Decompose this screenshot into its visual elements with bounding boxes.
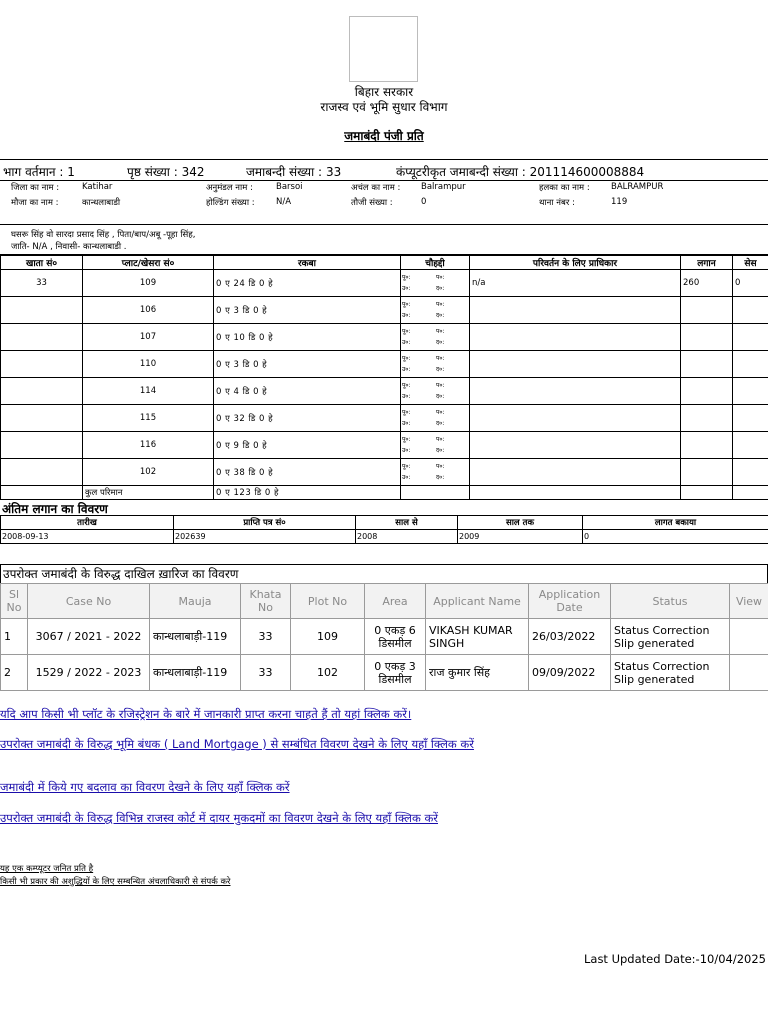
chauhaddi-direction-label: द०: <box>436 420 445 427</box>
thana-label: थाना नंबर : <box>539 198 575 208</box>
khata-number <box>1 351 83 378</box>
chauhaddi-direction-label: उ०: <box>402 366 411 373</box>
rakba-value: 0 ए 3 डि 0 हे <box>214 297 401 324</box>
sl-no: 2 <box>1 655 28 691</box>
col-khata-header: खाता सं० <box>1 256 83 270</box>
jamabandi-number-summary: जमाबन्दी संख्या : 33 <box>246 165 342 179</box>
land-mortgage-link[interactable]: उपरोक्त जमाबंदी के विरुद्ध भूमि बंधक ( Land Mortgage ) से सम्बंधित विवरण देखने के लिए यहाँ क्लिक करें <box>0 737 474 751</box>
computer-generated-note: यह एक कम्प्यूटर जनित प्रति है <box>0 864 94 874</box>
plot-number: 102 <box>291 655 365 691</box>
chauhaddi-cell <box>401 270 470 297</box>
col-slno-header: Sl No <box>1 584 28 619</box>
col-date-header: तारीख <box>1 516 174 530</box>
chauhaddi-direction-label: उ०: <box>402 393 411 400</box>
chauhaddi-direction-label: उ०: <box>402 420 411 427</box>
col-applicant-header: Applicant Name <box>426 584 529 619</box>
plot-number: 106 <box>83 297 214 324</box>
adhikar-value <box>470 459 681 486</box>
computerized-number-summary: कंप्यूटरीकृत जमाबन्दी संख्या : 201114600008884 <box>396 165 645 179</box>
document-title: जमाबंदी पंजी प्रति <box>344 129 424 143</box>
chauhaddi-direction-label: पू०: <box>402 436 411 443</box>
table-row <box>1 270 768 297</box>
lagan-value <box>681 432 733 459</box>
table-row <box>1 324 768 351</box>
col-caseno-header: Case No <box>28 584 150 619</box>
chauhaddi-direction-label: द०: <box>436 285 445 292</box>
chauhaddi-cell <box>401 378 470 405</box>
total-empty-cell <box>681 486 733 500</box>
lagan-section-title: अंतिम लगान का विवरण <box>2 502 108 516</box>
mauja-label: मौजा का नाम : <box>11 198 59 208</box>
chauhaddi-direction-label: उ०: <box>402 339 411 346</box>
table-row <box>1 351 768 378</box>
chauhaddi-cell <box>401 432 470 459</box>
dakhil-table-header <box>1 584 768 619</box>
chauhaddi-direction-label: द०: <box>436 339 445 346</box>
adhikar-value <box>470 432 681 459</box>
chauhaddi-direction-label: प०: <box>436 328 445 335</box>
district-label: जिला का नाम : <box>11 183 60 193</box>
total-row <box>1 486 768 500</box>
plot-number: 116 <box>83 432 214 459</box>
lagan-date: 2008-09-13 <box>1 530 174 544</box>
col-lagan-header: लगान <box>681 256 733 270</box>
chauhaddi-cell <box>401 324 470 351</box>
khata-number <box>1 297 83 324</box>
ses-value <box>733 459 768 486</box>
total-empty-cell <box>1 486 83 500</box>
chauhaddi-direction-label: प०: <box>436 301 445 308</box>
ses-value: 0 <box>733 270 768 297</box>
ses-value <box>733 351 768 378</box>
sl-no: 1 <box>1 619 28 655</box>
chauhaddi-direction-label: पू०: <box>402 274 411 281</box>
plot-number: 102 <box>83 459 214 486</box>
page-number-summary: पृष्ठ संख्या : 342 <box>127 165 205 179</box>
circle-value: Balrampur <box>421 182 466 192</box>
divider <box>0 180 768 181</box>
subdivision-label: अनुमंडल नाम : <box>206 183 253 193</box>
chauhaddi-direction-label: पू०: <box>402 463 411 470</box>
chauhaddi-direction-label: पू०: <box>402 355 411 362</box>
view-cell[interactable] <box>730 655 768 691</box>
case-number: 3067 / 2021 - 2022 <box>28 619 150 655</box>
lagan-receipt: 202639 <box>174 530 356 544</box>
col-mauja-header: Mauja <box>150 584 241 619</box>
col-plotno-header: Plot No <box>291 584 365 619</box>
chauhaddi-direction-label: द०: <box>436 366 445 373</box>
chauhaddi-direction-label: प०: <box>436 274 445 281</box>
chauhaddi-direction-label: पू०: <box>402 301 411 308</box>
halka-value: BALRAMPUR <box>611 182 664 192</box>
halka-label: हलका का नाम : <box>539 183 590 193</box>
chauhaddi-direction-label: द०: <box>436 312 445 319</box>
chauhaddi-direction-label: द०: <box>436 393 445 400</box>
lagan-table <box>0 515 768 544</box>
tauji-label: तौजी संख्या : <box>351 198 393 208</box>
status-value: Status Correction Slip generated <box>611 619 730 655</box>
total-label: कुल परिमान <box>83 486 214 500</box>
department-name: राजस्व एवं भूमि सुधार विभाग <box>320 100 448 114</box>
chauhaddi-direction-label: पू०: <box>402 409 411 416</box>
total-empty-cell <box>470 486 681 500</box>
khata-number <box>1 324 83 351</box>
ses-value <box>733 405 768 432</box>
application-date: 09/09/2022 <box>529 655 611 691</box>
divider <box>0 224 768 225</box>
chauhaddi-direction-label: पू०: <box>402 328 411 335</box>
court-cases-link[interactable]: उपरोक्त जमाबंदी के विरुद्ध विभिन्न राजस्व कोर्ट में दायर मुकदमों का विवरण देखने के लिए यहाँ क्लिक करें <box>0 811 438 825</box>
chauhaddi-direction-label: उ०: <box>402 285 411 292</box>
total-empty-cell <box>401 486 470 500</box>
chauhaddi-direction-label: प०: <box>436 382 445 389</box>
total-rakba: 0 ए 123 डि 0 हे <box>214 486 401 500</box>
total-empty-cell <box>733 486 768 500</box>
table-row <box>1 378 768 405</box>
rakba-value: 0 ए 4 डि 0 हे <box>214 378 401 405</box>
col-view-header: View <box>730 584 768 619</box>
khata-number <box>1 459 83 486</box>
owner-line-2: जाति- N/A , निवासी- कान्धलाबाडी . <box>11 242 127 252</box>
applicant-name: VIKASH KUMAR SINGH <box>426 619 529 655</box>
col-status-header: Status <box>611 584 730 619</box>
chauhaddi-direction-label: द०: <box>436 474 445 481</box>
mauja-name: कान्धलाबाड़ी-119 <box>150 619 241 655</box>
govt-emblem <box>349 16 418 82</box>
lagan-year-to: 2009 <box>458 530 583 544</box>
lagan-value <box>681 351 733 378</box>
ses-value <box>733 324 768 351</box>
lagan-table-header <box>1 516 768 530</box>
contact-note: किसी भी प्रकार की अशुद्धियों के लिए सम्बन्धित अंचलाधिकारी से संपर्क करे <box>0 877 231 887</box>
col-rakba-header: रकबा <box>214 256 401 270</box>
chauhaddi-direction-label: उ०: <box>402 474 411 481</box>
chauhaddi-direction-label: प०: <box>436 409 445 416</box>
rakba-value: 0 ए 3 डि 0 हे <box>214 351 401 378</box>
table-row <box>1 530 768 544</box>
registration-info-link[interactable]: यदि आप किसी भी प्लॉट के रजिस्ट्रेशन के बारे में जानकारी प्राप्त करना चाहते हैं तो यहां क्लिक करें। <box>0 707 412 721</box>
dakhil-section-title: उपरोक्त जमाबंदी के विरुद्ध दाखिल ख़ारिज का विवरण <box>3 567 239 581</box>
adhikar-value <box>470 324 681 351</box>
chauhaddi-cell <box>401 351 470 378</box>
table-row <box>1 655 768 691</box>
khata-table <box>0 255 768 500</box>
mauja-value: कान्धलाबाडी <box>82 198 121 208</box>
col-dues-header: लागत बकाया <box>583 516 768 530</box>
chauhaddi-cell <box>401 297 470 324</box>
rakba-value: 0 ए 9 डि 0 हे <box>214 432 401 459</box>
chauhaddi-cell <box>401 459 470 486</box>
khata-number: 33 <box>241 655 291 691</box>
tauji-value: 0 <box>421 197 427 207</box>
thana-value: 119 <box>611 197 628 207</box>
owner-line-1: घसरू सिंह वो सारदा प्रसाद सिंह , पिता/बाप/अबू -पूहा सिंह, <box>11 230 196 240</box>
plot-number: 110 <box>83 351 214 378</box>
table-row <box>1 432 768 459</box>
chauhaddi-direction-label: प०: <box>436 355 445 362</box>
ses-value <box>733 297 768 324</box>
khata-number: 33 <box>241 619 291 655</box>
ses-value <box>733 378 768 405</box>
jamabandi-changes-link[interactable]: जमाबंदी में किये गए बदलाव का विवरण देखने के लिए यहाँ क्लिक करें <box>0 780 290 794</box>
table-row <box>1 297 768 324</box>
lagan-dues: 0 <box>583 530 768 544</box>
khata-number <box>1 432 83 459</box>
chauhaddi-direction-label: द०: <box>436 447 445 454</box>
plot-number: 109 <box>83 270 214 297</box>
rakba-value: 0 ए 24 डि 0 हे <box>214 270 401 297</box>
status-value: Status Correction Slip generated <box>611 655 730 691</box>
plot-number: 114 <box>83 378 214 405</box>
khata-number <box>1 378 83 405</box>
col-year-to-header: साल तक <box>458 516 583 530</box>
area-value: 0 एकड़ 6 डिसमील <box>365 619 426 655</box>
khata-number <box>1 405 83 432</box>
holding-value: N/A <box>276 197 292 207</box>
table-row <box>1 405 768 432</box>
last-updated-date: Last Updated Date:-10/04/2025 <box>583 952 766 966</box>
adhikar-value: n/a <box>470 270 681 297</box>
applicant-name: राज कुमार सिंह <box>426 655 529 691</box>
bhag-summary: भाग वर्तमान : 1 <box>3 165 75 179</box>
mauja-name: कान्धलाबाड़ी-119 <box>150 655 241 691</box>
plot-number: 107 <box>83 324 214 351</box>
case-number: 1529 / 2022 - 2023 <box>28 655 150 691</box>
chauhaddi-direction-label: प०: <box>436 463 445 470</box>
chauhaddi-direction-label: उ०: <box>402 447 411 454</box>
khata-number: 33 <box>1 270 83 297</box>
district-value: Katihar <box>82 182 113 192</box>
subdivision-value: Barsoi <box>276 182 303 192</box>
col-ses-header: सेस <box>733 256 768 270</box>
holding-label: होल्डिंग संख्या : <box>206 198 255 208</box>
adhikar-value <box>470 297 681 324</box>
area-value: 0 एकड़ 3 डिसमील <box>365 655 426 691</box>
khata-table-header <box>1 256 768 270</box>
col-area-header: Area <box>365 584 426 619</box>
chauhaddi-direction-label: उ०: <box>402 312 411 319</box>
col-khatano-header: Khata No <box>241 584 291 619</box>
col-appdate-header: Application Date <box>529 584 611 619</box>
table-row <box>1 459 768 486</box>
col-plot-header: प्लाट/खेसरा सं० <box>83 256 214 270</box>
rakba-value: 0 ए 10 डि 0 हे <box>214 324 401 351</box>
col-year-from-header: साल से <box>356 516 458 530</box>
table-row <box>1 619 768 655</box>
lagan-year-from: 2008 <box>356 530 458 544</box>
lagan-value <box>681 405 733 432</box>
plot-number: 109 <box>291 619 365 655</box>
rakba-value: 0 ए 32 डि 0 हे <box>214 405 401 432</box>
rakba-value: 0 ए 38 डि 0 हे <box>214 459 401 486</box>
adhikar-value <box>470 351 681 378</box>
lagan-value: 260 <box>681 270 733 297</box>
adhikar-value <box>470 405 681 432</box>
lagan-value <box>681 324 733 351</box>
plot-number: 115 <box>83 405 214 432</box>
col-adhikar-header: परिवर्तन के लिए प्राधिकार <box>470 256 681 270</box>
lagan-value <box>681 297 733 324</box>
chauhaddi-direction-label: प०: <box>436 436 445 443</box>
adhikar-value <box>470 378 681 405</box>
lagan-value <box>681 459 733 486</box>
view-cell[interactable] <box>730 619 768 655</box>
circle-label: अचंल का नाम : <box>351 183 401 193</box>
application-date: 26/03/2022 <box>529 619 611 655</box>
chauhaddi-direction-label: पू०: <box>402 382 411 389</box>
govt-name: बिहार सरकार <box>354 85 414 99</box>
dakhil-kharij-table <box>0 583 768 691</box>
lagan-value <box>681 378 733 405</box>
col-chauhaddi-header: चौहद्दी <box>401 256 470 270</box>
col-receipt-header: प्राप्ति पत्र सं० <box>174 516 356 530</box>
ses-value <box>733 432 768 459</box>
chauhaddi-cell <box>401 405 470 432</box>
